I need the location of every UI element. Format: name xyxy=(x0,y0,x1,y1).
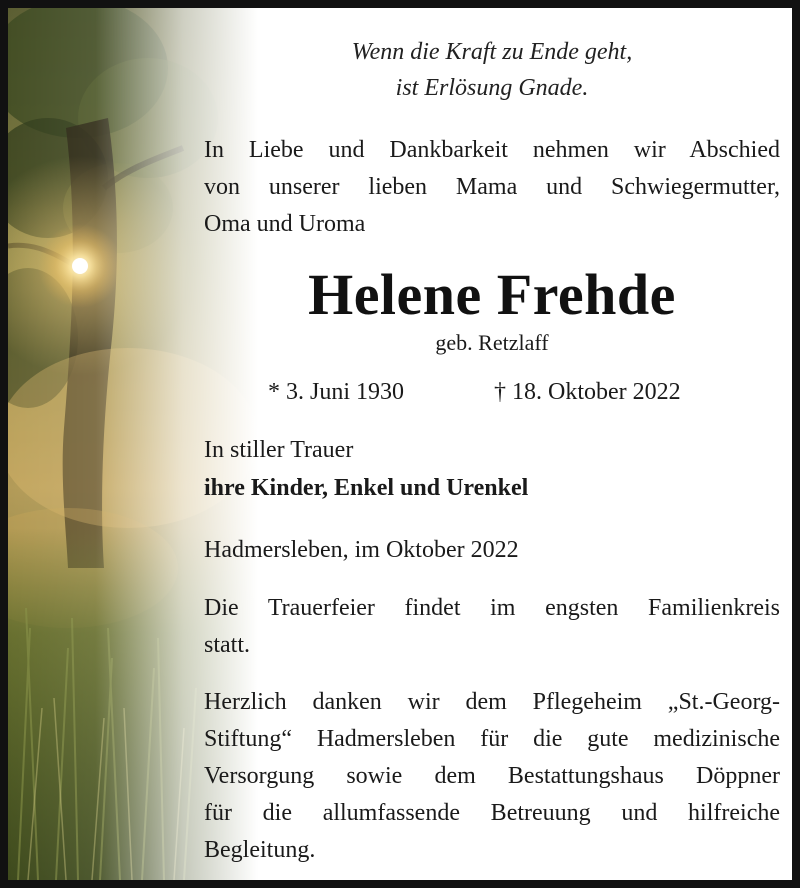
paragraph-line: für die allumfassende Betreuung und hilfreiche xyxy=(204,800,780,826)
place-date: Hadmersleben, im Oktober 2022 xyxy=(204,537,519,563)
mourners-intro: In stiller Trauer xyxy=(204,437,354,463)
paragraph-line: Stiftung“ Hadmersleben für die gute medizinische xyxy=(204,726,780,752)
deceased-name: Helene Frehde xyxy=(308,262,676,327)
maiden-name: geb. Retzlaff xyxy=(435,330,549,355)
paragraph-line: statt. xyxy=(204,632,250,658)
paragraph-line: In Liebe und Dankbarkeit nehmen wir Abschied xyxy=(204,137,780,163)
paragraph-line: Herzlich danken wir dem Pflegeheim „St.-Georg- xyxy=(204,689,780,715)
motto-line: ist Erlösung Gnade. xyxy=(395,75,589,101)
motto-line: Wenn die Kraft zu Ende geht, xyxy=(351,39,633,65)
paragraph-line: Oma und Uroma xyxy=(204,211,366,237)
farewell-paragraph xyxy=(204,132,780,243)
death-date: † 18. Oktober 2022 xyxy=(494,379,681,405)
birth-date: * 3. Juni 1930 xyxy=(268,379,405,405)
mourners-names: ihre Kinder, Enkel und Urenkel xyxy=(204,475,529,501)
paragraph-line: Versorgung sowie dem Bestattungshaus Döppner xyxy=(204,763,780,789)
paragraph-line: Begleitung. xyxy=(204,837,316,863)
paragraph-line: Die Trauerfeier findet im engsten Familienkreis xyxy=(204,595,780,621)
motto xyxy=(204,34,780,106)
paragraph-line: von unserer lieben Mama und Schwiegermutter, xyxy=(204,174,780,200)
funeral-paragraph xyxy=(204,590,780,664)
thanks-paragraph xyxy=(204,684,780,869)
notice-text-column xyxy=(204,8,780,880)
